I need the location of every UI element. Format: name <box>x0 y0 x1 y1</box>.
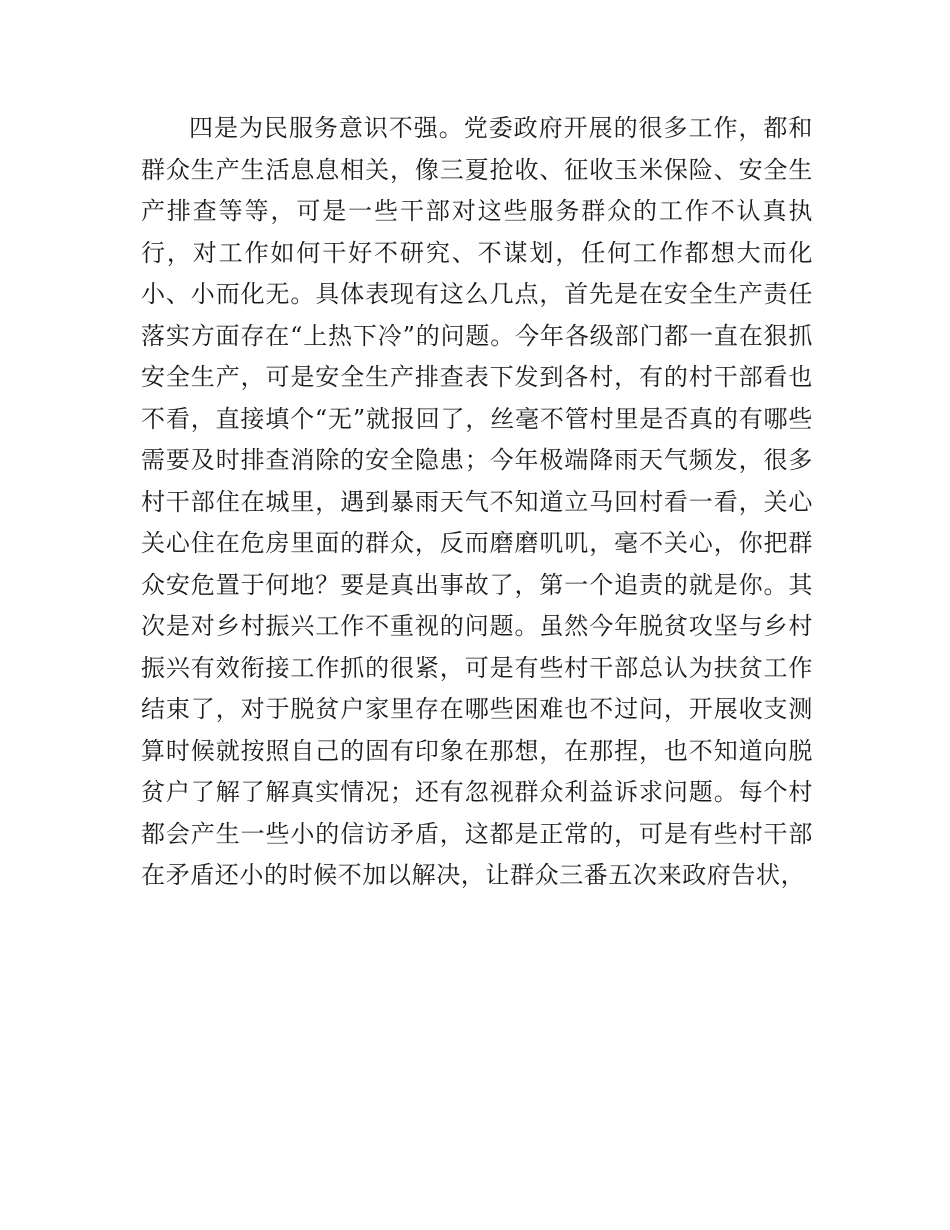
body-paragraph: 四是为民服务意识不强。党委政府开展的很多工作，都和群众生产生活息息相关，像三夏抢收、征收玉米保险、安全生产排查等等，可是一些干部对这些服务群众的工作不认真执行，对工作如何干好不研究、不谋划，任何工作都想大而化小、小而化无。具体表现有这么几点，首先是在安全生产责任落实方面存在“上热下冷”的问题。今年各级部门都一直在狠抓安全生产，可是安全生产排查表下发到各村，有的村干部看也不看，直接填个“无”就报回了，丝毫不管村里是否真的有哪些需要及时排查消除的安全隐患；今年极端降雨天气频发，很多村干部住在城里，遇到暴雨天气不知道立马回村看一看，关心关心住在危房里面的群众，反而磨磨叽叽，毫不关心，你把群众安危置于何地？要是真出事故了，第一个追责的就是你。其次是对乡村振兴工作不重视的问题。虽然今年脱贫攻坚与乡村振兴有效衔接工作抓的很紧，可是有些村干部总认为扶贫工作结束了，对于脱贫户家里存在哪些困难也不过问，开展收支测算时候就按照自己的固有印象在那想，在那捏，也不知道向脱贫户了解了解真实情况；还有忽视群众利益诉求问题。每个村都会产生一些小的信访矛盾，这都是正常的，可是有些村干部在矛盾还小的时候不加以解决，让群众三番五次来政府告状， <box>141 114 813 889</box>
